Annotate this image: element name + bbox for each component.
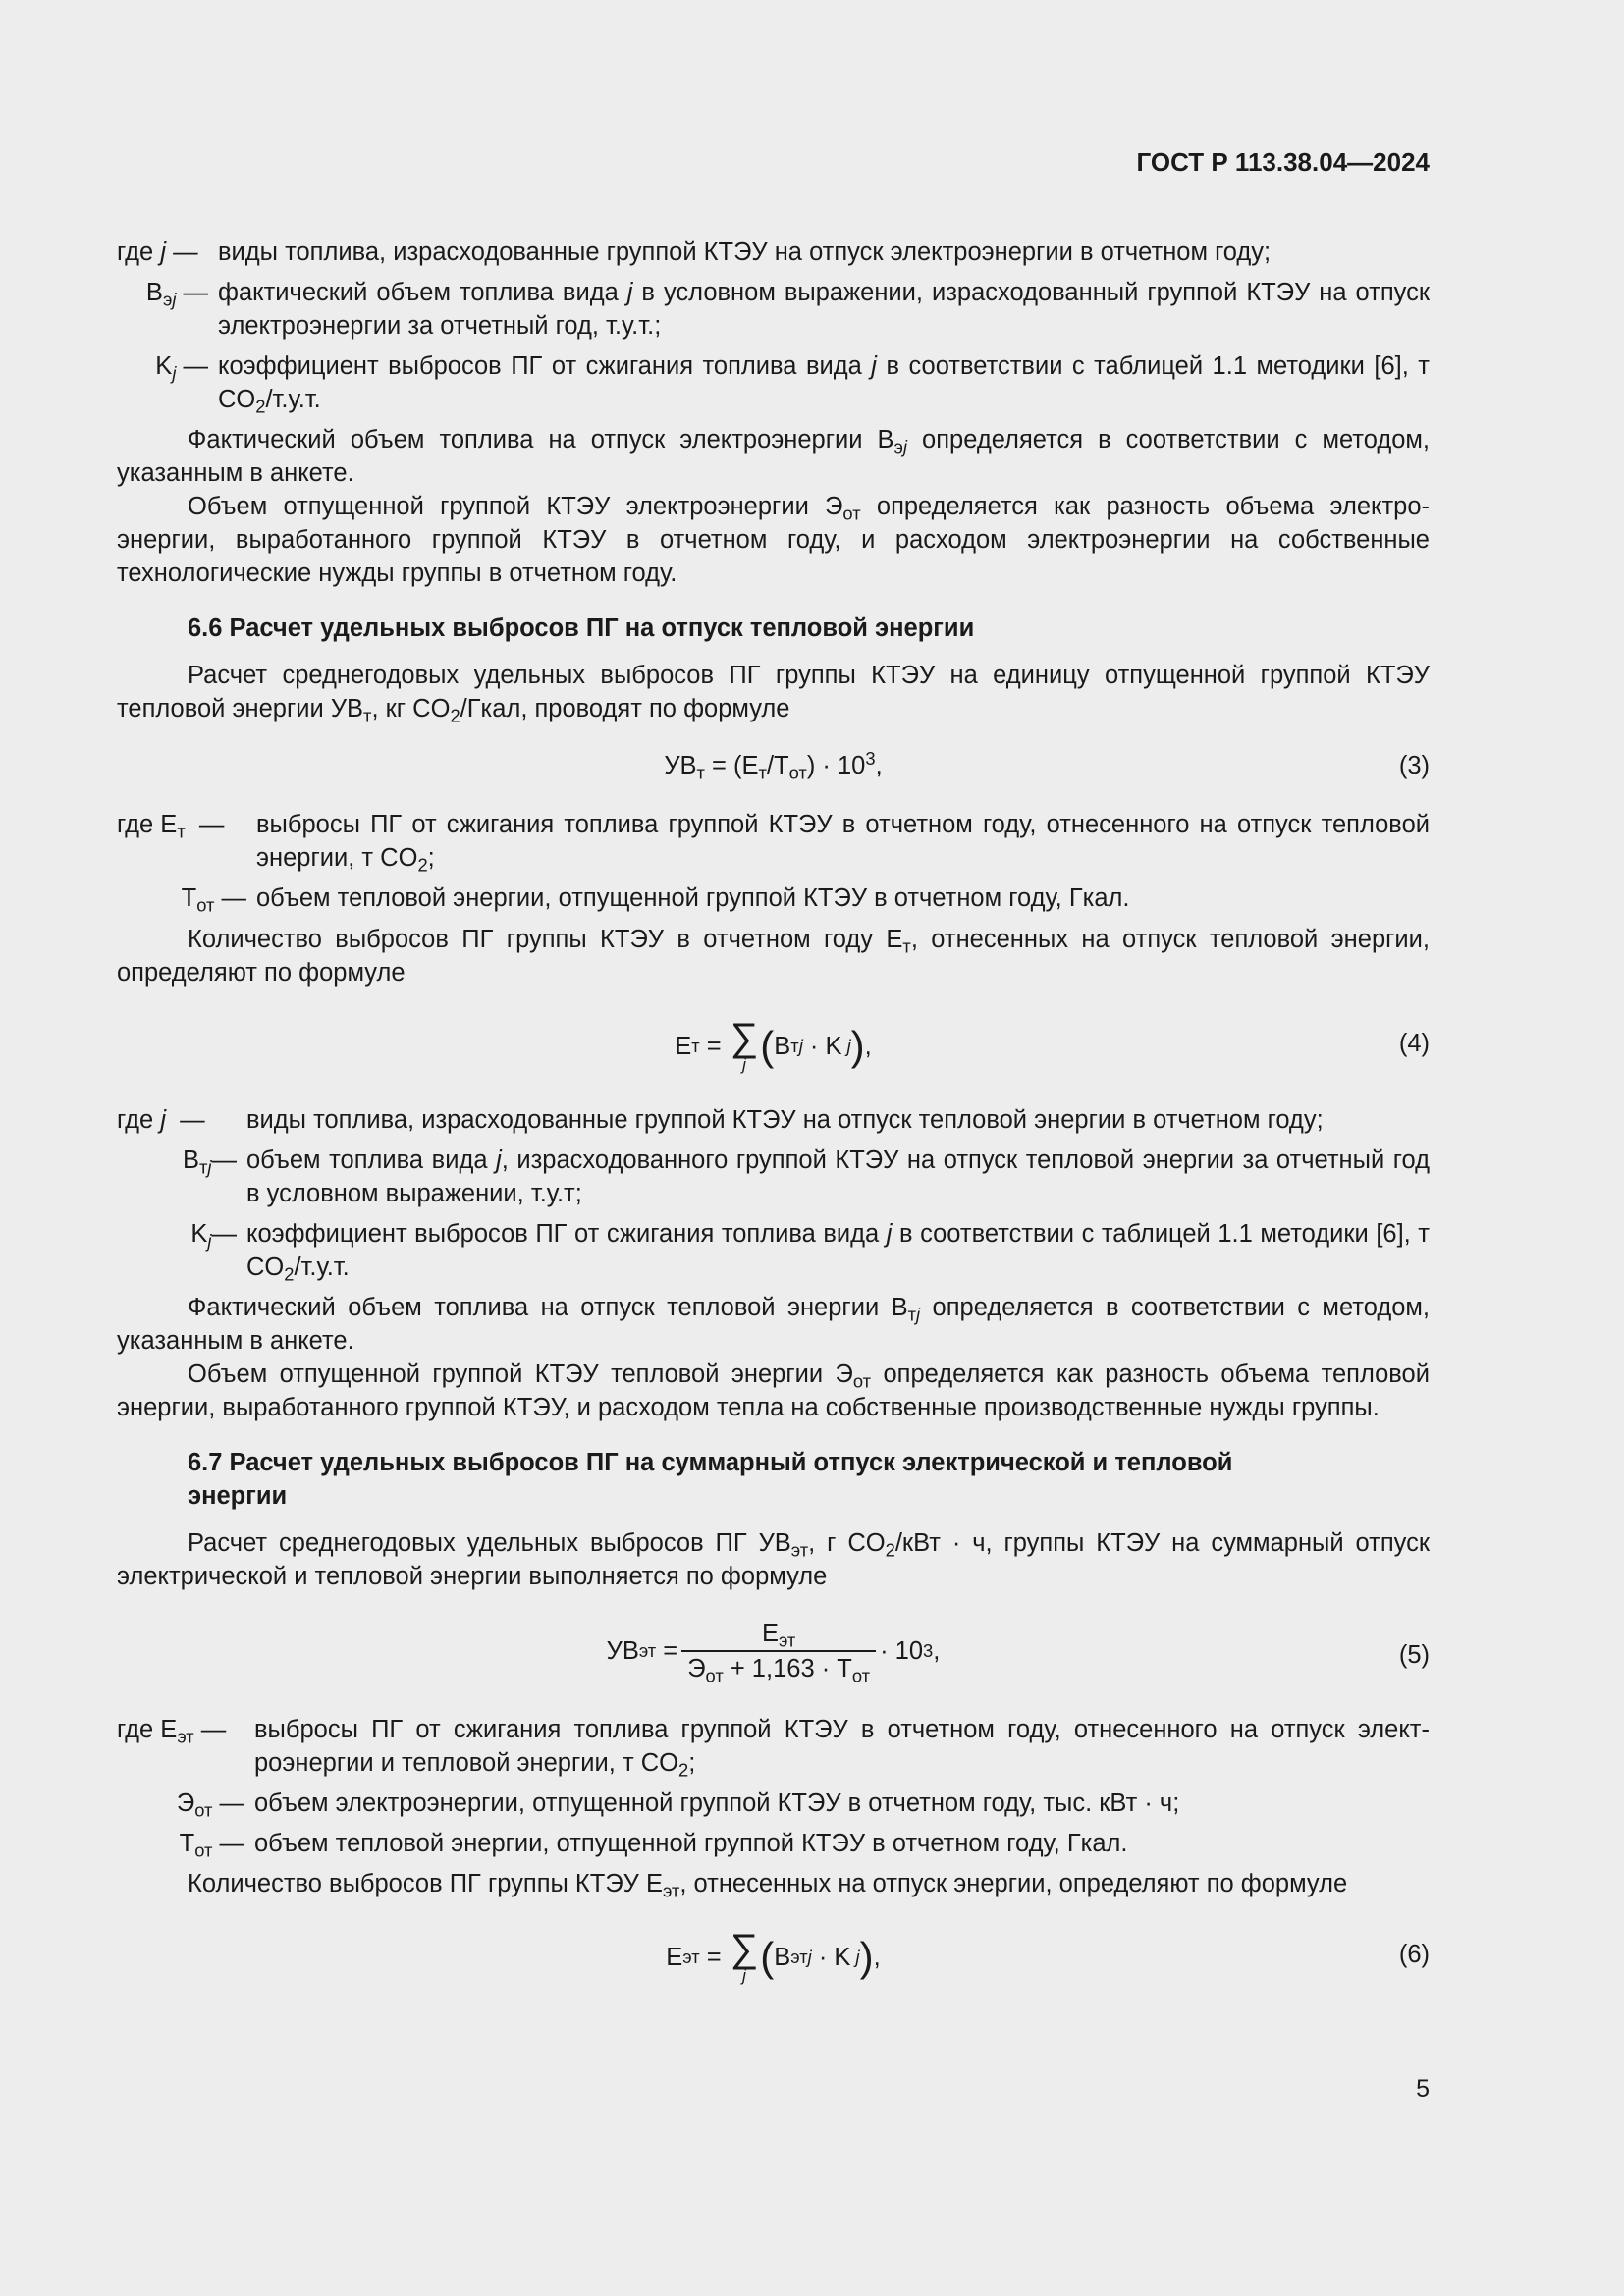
paragraph: Фактический объем топлива на отпуск электроэнергии $В_{эj}$ определяется в соответствии с методом, указанным в анкете. [117, 426, 1430, 487]
definition-item [117, 1103, 1430, 1137]
formula [117, 1001, 1430, 1092]
definition-text: виды топлива, израсходованные группой КТЭУ на отпуск электроэнергии в отчетном году; [218, 239, 1272, 266]
formula-expression: Е т = ∑ j ( В тj · K j ) , [675, 1016, 872, 1074]
paragraph: Количество выбросов ПГ группы КТЭУ $Е_{эт}$, отнесенных на отпуск энергии, определяют по формуле [188, 1870, 1348, 1901]
definition-text: коэффициент выбросов ПГ от сжигания топлива вида j в соответствии с таблицей 1.1 методики [6], т $CO_2/т.у.т$. [246, 1220, 1430, 1285]
formula [117, 1912, 1430, 2002]
definition-symbol: $K_j—$ [190, 1220, 237, 1252]
section-heading: 6.6 Расчет удельных выбросов ПГ на отпуск тепловой энергии [188, 614, 975, 642]
formula [117, 1605, 1430, 1699]
definition-item [117, 1217, 1430, 1284]
formula-expression: $УВ_т = (Е_т/Т_{от}) \cdot 10^3$, [664, 747, 883, 783]
definitions-list [117, 1713, 1430, 1860]
definition-symbol: $Т_{от}$ — [181, 884, 246, 916]
formula-number: (6) [1398, 1941, 1430, 1968]
definition-text: выбросы ПГ от сжигания топлива группой КТЭУ в отчетном году, отнесенного на отпуск электроэнергии и тепловой энергии, т $CO_2$; [254, 1716, 1430, 1781]
definition-text: виды топлива, израсходованные группой КТЭУ на отпуск тепловой энергии в отчетном году; [246, 1106, 1324, 1134]
definition-symbol: где j — [117, 1106, 205, 1134]
section-heading: 6.7 Расчет удельных выбросов ПГ на суммарный отпуск электрической и тепловой энергии [188, 1449, 1233, 1510]
definition-item [117, 1827, 1430, 1860]
definition-text: объем тепловой энергии, отпущенной группой КТЭУ в отчетном году, Гкал. [256, 884, 1130, 912]
formula-number: (5) [1398, 1641, 1430, 1669]
definition-symbol: где $Е_{эт}$ — [117, 1716, 227, 1747]
definitions-list [117, 1103, 1430, 1284]
sum-sign: ∑ j [730, 1016, 759, 1074]
definition-text: объем электроэнергии, отпущенной группой КТЭУ в отчетном году, тыс. кВт · ч; [254, 1789, 1180, 1817]
definition-item [117, 1713, 1430, 1780]
definition-symbol: $В_{эj}$ — [145, 279, 208, 310]
definition-symbol: где j — [117, 239, 198, 266]
page-body [117, 236, 1430, 2014]
definition-item [117, 808, 1430, 875]
page-number: 5 [1416, 2075, 1430, 2103]
definition-text: выбросы ПГ от сжигания топлива группой КТЭУ в отчетном году, отнесенного на отпуск тепловой энергии, т $CO_2$; [256, 811, 1430, 876]
definitions-list [117, 236, 1430, 416]
paragraph: Расчет среднегодовых удельных выбросов ПГ группы КТЭУ на единицу отпущенной группой КТЭУ тепловой энергии $УВ_т$, кг $CO_2$/Гкал, проводят по формуле [117, 662, 1430, 726]
definition-item [117, 881, 1430, 915]
definition-symbol: $Т_{от}$ — [179, 1830, 244, 1861]
definitions-list [117, 808, 1430, 915]
formula [117, 737, 1430, 796]
sum-sign: ∑ j [730, 1927, 759, 1985]
paragraph: Фактический объем топлива на отпуск тепловой энергии $В_{тj}$ определяется в соответствии с методом, указанным в анкете. [117, 1294, 1430, 1355]
definition-text: объем тепловой энергии, отпущенной группой КТЭУ в отчетном году, Гкал. [254, 1830, 1128, 1857]
paragraph: Количество выбросов ПГ группы КТЭУ в отчетном году $Е_т$, отнесенных на отпуск тепловой энергии, определяют по формуле [117, 926, 1430, 987]
formula-number: (4) [1398, 1030, 1430, 1057]
definition-text: коэффициент выбросов ПГ от сжигания топлива вида j в соответствии с таблицей 1.1 методики [6], т $CO_2/т.у.т$. [218, 352, 1430, 417]
definition-item [117, 349, 1430, 416]
formula-expression: Е эт = ∑ j ( В этj · K j ) , [666, 1927, 881, 1985]
definition-symbol: $K_j$ — [155, 352, 208, 384]
definition-symbol: $Э_{от}$ — [176, 1789, 244, 1821]
paragraph: Объем отпущенной группой КТЭУ тепловой энергии $Э_{от}$ определяется как разность объема тепловой энергии, выработанного группой КТЭУ, и расходом тепла на собственные производственные нужды группы. [117, 1361, 1430, 1421]
definition-item [117, 236, 1430, 269]
paragraph: Расчет среднегодовых удельных выбросов ПГ $УВ_{эт}$, г $CO_2$/кВт · ч, группы КТЭУ на суммарный отпуск электрической и тепловой энергии выполняется по формуле [117, 1529, 1430, 1590]
definition-symbol: где $Е_т$ — [117, 811, 225, 842]
document-code: ГОСТ Р 113.38.04—2024 [1136, 147, 1430, 177]
definition-item [117, 1787, 1430, 1820]
formula-expression: УВ эт = $\frac{Е_{эт}}{Э_{от} + 1,163 \cdot Т_{от}}$ · 10 3 , [117, 1617, 1430, 1685]
definition-text: фактический объем топлива вида j в условном выражении, израсходованный группой КТЭУ на отпуск электроэнергии за отчетный год, т.у.т.; [218, 279, 1430, 340]
fraction: $\frac{Е_{эт}}{Э_{от} + 1,163 \cdot Т_{от}}$ [681, 1617, 876, 1685]
definition-item [117, 276, 1430, 343]
paragraph: Объем отпущенной группой КТЭУ электроэнергии $Э_{от}$ определяется как разность объема электроэнергии, выработанного группой КТЭУ в отчетном году, и расходом электроэнергии на собственные технологические нужды группы в отчетном году. [117, 493, 1430, 587]
definition-text: объем топлива вида j, израсходованного группой КТЭУ на отпуск тепловой энергии за отчетный год в условном выражении, т.у.т; [246, 1147, 1430, 1207]
definition-symbol: $В_{тj}—$ [182, 1147, 237, 1178]
formula-number: (3) [1398, 752, 1430, 779]
definition-item [117, 1144, 1430, 1210]
